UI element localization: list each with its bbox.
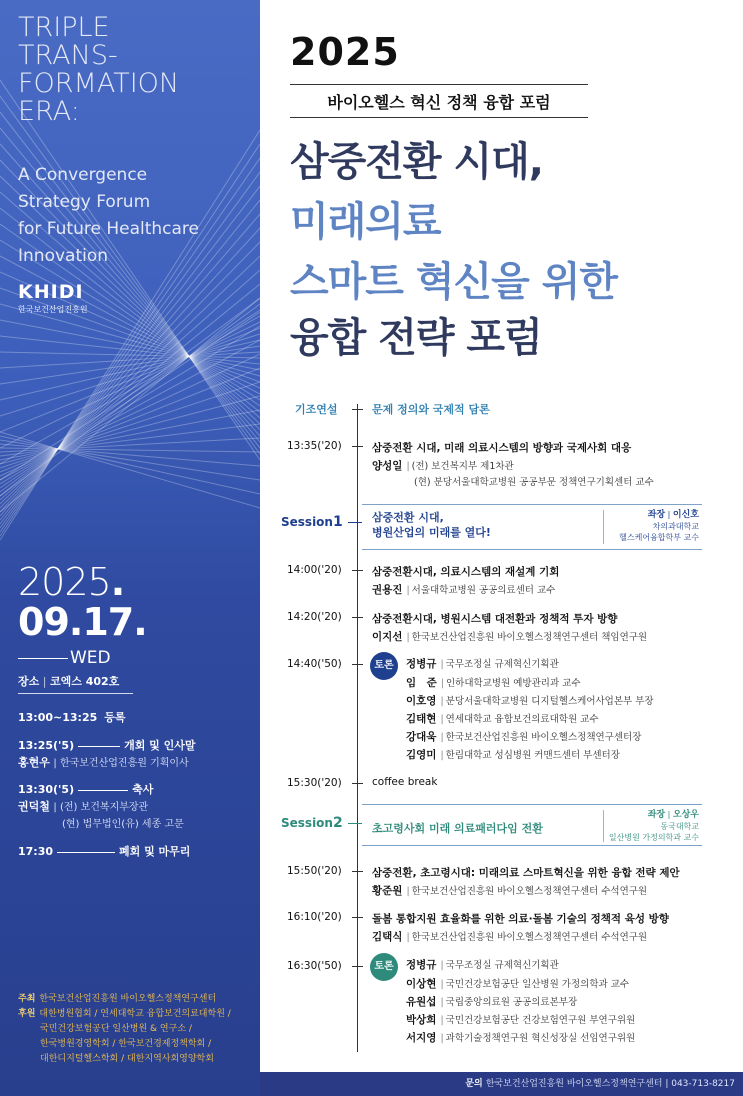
panel2-time: 16:30('50) (287, 960, 342, 972)
talk-title: 삼중전환, 초고령시대: 미래의료 스마트혁신을 위한 융합 전략 제안 (372, 867, 680, 879)
timeline-dash (352, 409, 363, 410)
panel1-member: 정병규 | 국무조정실 규제혁신기획관 (406, 658, 559, 670)
break-time: 15:30('20) (287, 777, 342, 789)
khidi-logo: KHIDI (18, 281, 84, 303)
keynote-label: 기조연설 (295, 403, 338, 416)
schedule-congrats: 13:30('5) 축사 (18, 783, 154, 796)
session1-title: 삼중전환 시대, 병원산업의 미래를 열다! (372, 511, 491, 539)
session1-label: Session1 (281, 514, 343, 530)
timeline-dash (352, 446, 363, 447)
timeline-dash (348, 823, 362, 824)
timeline-dash (352, 966, 363, 967)
session2-chair: 좌장 | 오상우 동국대학교 일산병원 가정의학과 교수 (608, 810, 699, 842)
talk-speaker: 양성일 | (전) 보건복지부 제1차관 (372, 460, 514, 472)
date-month-day: 09.17. (18, 600, 147, 644)
venue: 장소 | 코엑스 402호 (18, 675, 120, 688)
timeline-dash (352, 570, 363, 571)
timeline-line (357, 404, 358, 1052)
chair-divider (603, 810, 604, 842)
session2-label: Session2 (281, 815, 343, 831)
org-name: 한국보건산업진흥원 (18, 305, 88, 314)
talk-title: 삼중전환시대, 병원시스템 대전환과 정책적 투자 방향 (372, 613, 618, 625)
timeline-dash (348, 522, 362, 523)
panel2-badge: 토론 (370, 953, 398, 981)
schedule-congrats-speaker: 권덕철 | (전) 보건복지부장관 (18, 800, 149, 813)
talk-time: 14:00('20) (287, 564, 342, 576)
hosts-block: 주최 한국보건산업진흥원 바이오헬스정책연구센터 후원 대한병원협회 / 연세대학교 융합보건의료대학원 / 국민건강보험공단 일산병원 & 연구소 / 한국병원경영학회 / 한국보건경제정책학회 / 대한디지털헬스학회 / 대한지역사회영양학회 (18, 994, 231, 1064)
talk-speaker: 이지선 | 한국보건산업진흥원 바이오헬스정책연구센터 책임연구원 (372, 631, 648, 643)
panel2-member: 정병규 | 국무조정실 규제혁신기획관 (406, 959, 559, 971)
talk-time: 16:10('20) (287, 911, 342, 923)
talk-time: 13:35('20) (287, 440, 342, 452)
keynote-title: 문제 정의와 국제적 담론 (372, 403, 490, 416)
chair-divider (603, 510, 604, 544)
schedule-closing: 17:30 폐회 및 마무리 (18, 845, 191, 858)
schedule-opening-speaker: 홍현우 | 한국보건산업진흥원 기획이사 (18, 756, 189, 769)
main-title-line-1: 삼중전환 시대, (290, 139, 543, 185)
date-year: 2025. (18, 560, 125, 604)
talk-speaker: 권용진 | 서울대학교병원 공공의료센터 교수 (372, 584, 556, 596)
main-title-line-4: 융합 전략 포럼 (290, 315, 542, 361)
english-subtitle: A Convergence Strategy Forum for Future Healthcare Innovation (18, 165, 199, 266)
schedule-opening: 13:25('5) 개회 및 인사말 (18, 739, 196, 752)
session1-chair: 좌장 | 이신호 차의과대학교 헬스케어융합학부 교수 (619, 510, 699, 542)
panel1-member: 강대욱 | 한국보건산업진흥원 바이오헬스정책연구센터장 (406, 731, 642, 743)
panel1-member: 이호영 | 분당서울대학교병원 디지털헬스케어사업본부 부장 (406, 695, 654, 707)
timeline-dash (352, 783, 363, 784)
talk-time: 15:50('20) (287, 865, 342, 877)
divider (290, 117, 588, 118)
contact-footer: 문의 한국보건산업진흥원 바이오헬스정책연구센터 | 043-713-8217 (260, 1072, 743, 1096)
talk-title: 삼중전환 시대, 미래 의료시스템의 방향과 국제사회 대응 (372, 442, 632, 454)
panel1-member: 김영미 | 한림대학교 성심병원 커맨드센터 부센터장 (406, 749, 620, 761)
timeline-dash (352, 617, 363, 618)
venue-divider (18, 693, 133, 694)
left-panel (0, 0, 260, 1096)
english-title: TRIPLE TRANS- FORMATION ERA: (18, 12, 180, 127)
panel1-badge: 토론 (370, 652, 398, 680)
panel2-member: 유원섭 | 국립중앙의료원 공공의료본부장 (406, 996, 578, 1008)
break-label: coffee break (372, 776, 438, 788)
timeline-dash (352, 871, 363, 872)
divider (290, 84, 588, 85)
panel2-member: 서지영 | 과학기술정책연구원 혁신성장실 선임연구위원 (406, 1032, 636, 1044)
panel1-member: 임 준 | 인하대학교병원 예방관리과 교수 (406, 677, 581, 689)
talk-speaker-role2: (현) 분당서울대학교병원 공공부문 정책연구기획센터 교수 (414, 477, 654, 488)
talk-speaker: 김택식 | 한국보건산업진흥원 바이오헬스정책연구센터 수석연구원 (372, 931, 648, 943)
panel2-member: 이상현 | 국민건강보험공단 일산병원 가정의학과 교수 (406, 978, 630, 990)
schedule-congrats-role2: (현) 법무법인(유) 세종 고문 (62, 819, 184, 830)
talk-speaker: 황준원 | 한국보건산업진흥원 바이오헬스정책연구센터 수석연구원 (372, 885, 648, 897)
timeline-dash (352, 664, 363, 665)
panel2-member: 박상희 | 국민건강보험공단 건강보험연구원 부연구위원 (406, 1014, 636, 1026)
forum-year: 2025 (290, 30, 400, 74)
timeline-dash (352, 917, 363, 918)
panel1-time: 14:40('50) (287, 658, 342, 670)
forum-subtitle: 바이오헬스 혁신 정책 융합 포럼 (327, 93, 551, 112)
talk-time: 14:20('20) (287, 611, 342, 623)
panel1-member: 김태현 | 연세대학교 융합보건의료대학원 교수 (406, 713, 599, 725)
main-title-line-2: 미래의료 (290, 199, 441, 245)
schedule-registration: 13:00~13:25 등록 (18, 711, 126, 724)
session2-title: 초고령사회 미래 의료패러다임 전환 (372, 822, 543, 835)
date-weekday: WED (18, 648, 111, 668)
talk-title: 돌봄 통합지원 효율화를 위한 의료·돌봄 기술의 정책적 육성 방향 (372, 913, 669, 925)
main-title-line-3: 스마트 혁신을 위한 (290, 259, 617, 305)
talk-title: 삼중전환시대, 의료시스템의 재설계 기회 (372, 566, 560, 578)
